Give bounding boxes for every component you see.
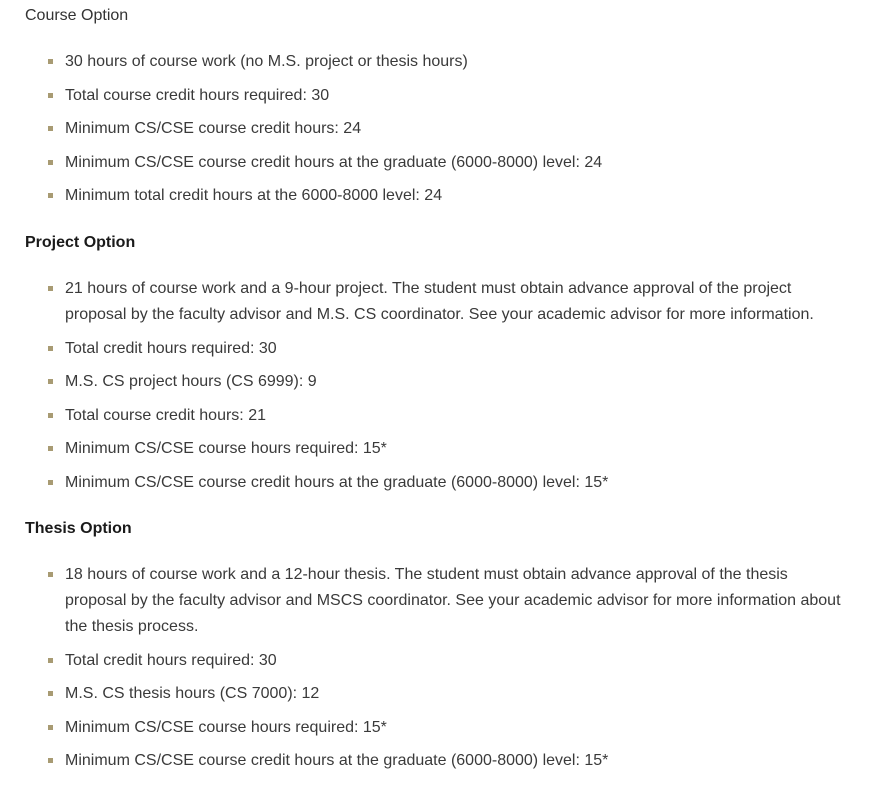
bullet-marker [48,725,53,730]
list-item-text: Total course credit hours: 21 [65,406,266,424]
list-item-text: Minimum CS/CSE course credit hours at the graduate (6000-8000) level: 15* [65,752,609,770]
list-item [48,436,848,462]
list-item [48,49,848,75]
list-item [48,116,848,142]
list-item-text: Total course credit hours required: 30 [65,86,330,104]
bullet-marker [48,480,53,485]
bullet-marker [48,758,53,763]
bullet-marker [48,379,53,384]
bullet-marker [48,446,53,451]
section-title-thesis-option: Thesis Option [25,520,132,537]
bullet-marker [48,691,53,696]
bullet-marker [48,658,53,663]
list-item [48,276,848,328]
section-title-course-option: Course Option [25,7,129,24]
bullet-marker [48,59,53,64]
list-item [48,83,848,109]
bullet-marker [48,93,53,98]
list-item [48,748,848,774]
list-item-text: M.S. CS thesis hours (CS 7000): 12 [65,685,320,703]
list-item-text: Total credit hours required: 30 [65,339,277,357]
bullet-marker [48,160,53,165]
list-item-text: Minimum CS/CSE course hours required: 15* [65,718,387,736]
thesis-option-list [48,562,848,774]
list-item-text: 21 hours of course work and a 9-hour project. The student must obtain advance approval of the project proposal by the faculty advisor and M.S. CS coordinator. See your academic advisor for more information. [65,280,814,323]
list-item [48,369,848,395]
list-item-text: Minimum CS/CSE course hours required: 15* [65,440,387,458]
bullet-marker [48,286,53,291]
list-item [48,403,848,429]
list-item-text: Minimum total credit hours at the 6000-8000 level: 24 [65,187,443,205]
list-item-text: Total credit hours required: 30 [65,651,277,669]
list-item-text: 30 hours of course work (no M.S. project or thesis hours) [65,53,468,70]
bullet-marker [48,126,53,131]
list-item-text: M.S. CS project hours (CS 6999): 9 [65,373,317,391]
list-item [48,681,848,707]
bullet-marker [48,193,53,198]
list-item [48,336,848,362]
list-item-text: Minimum CS/CSE course credit hours at the graduate (6000-8000) level: 24 [65,153,603,171]
project-option-list [48,276,848,496]
section-title-project-option: Project Option [25,234,136,251]
list-item [48,183,848,209]
bullet-marker [48,572,53,577]
course-option-list [48,49,848,209]
list-item-text: Minimum CS/CSE course credit hours at the graduate (6000-8000) level: 15* [65,473,609,491]
bullet-marker [48,413,53,418]
list-item [48,150,848,176]
list-item-text: Minimum CS/CSE course credit hours: 24 [65,120,362,138]
list-item [48,648,848,674]
list-item-text: 18 hours of course work and a 12-hour thesis. The student must obtain advance approval of the thesis proposal by the faculty advisor and MSCS coordinator. See your academic advisor for more information about the thesis process. [65,566,841,635]
list-item [48,715,848,741]
list-item [48,470,848,496]
list-item [48,562,848,640]
bullet-marker [48,346,53,351]
